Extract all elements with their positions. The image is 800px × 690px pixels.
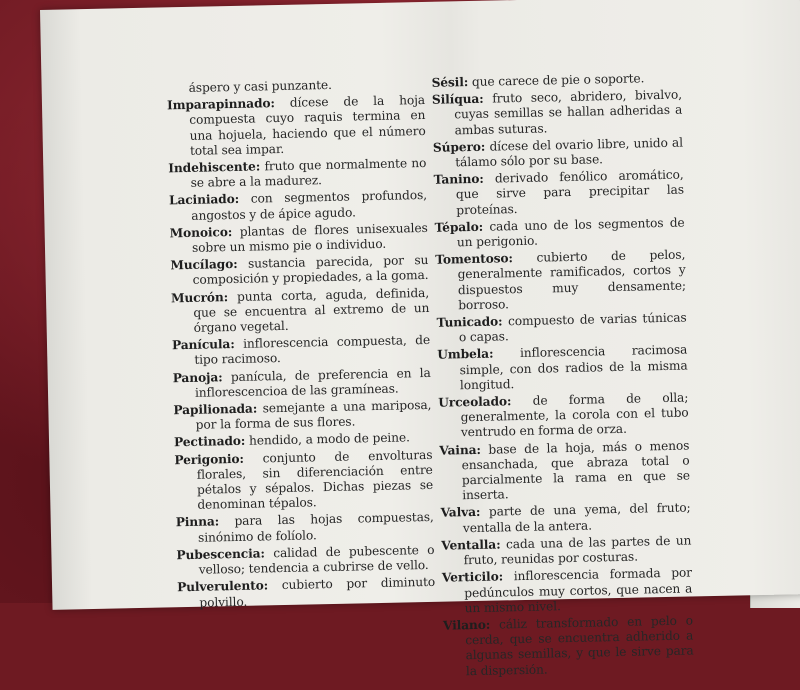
glossary-entry [432,88,683,139]
entry-definition: que carece de pie o soporte. [471,71,645,89]
entry-term: Urceolado: [438,394,512,410]
book-page [40,0,800,678]
entry-definition: compuesto de varias túnicas o capas. [458,310,687,345]
glossary-entry [436,311,687,347]
entry-definition: fruto seco, abridero, bivalvo, cuyas semillas se hallan adheridas a ambas suturas. [454,87,683,137]
entry-term: Pubescencia: [176,546,266,563]
entry-term: Laciniado: [168,192,240,208]
entry-definition: cubierto de pelos, generalmente ramificados, cortos y dispuestos muy densamente; borroso. [457,247,687,313]
entry-term: Sésil: [431,75,469,90]
entry-term: Pectinado: [173,434,246,450]
glossary-entry [171,286,430,337]
glossary-entry [167,93,426,159]
glossary-entry [437,343,688,394]
entry-term: Tanino: [433,171,484,188]
entry-term: Ventalla: [441,537,501,553]
entry-term: Panoja: [172,369,223,385]
entry-definition: de forma de olla; generalmente, la corola con el tubo ventrudo en forma de orza. [460,390,689,440]
entry-definition: calidad de pubescente o velloso; tendencia a cubrirse de vello. [198,542,435,577]
entry-definition: panícula, de preferencia en la inflorescencioa de las gramíneas. [194,365,431,400]
entry-definition: sustancia parecida, por su composición y propiedades, a la goma. [192,253,429,288]
entry-definition: con segmentos profundos, angostos y de ápice agudo. [191,188,428,223]
entry-definition: fruto que normalmente no se abre a la madurez. [190,155,427,191]
entry-term: Tépalo: [434,219,484,235]
glossary-entry [441,533,692,569]
entry-term: Panícula: [171,337,235,353]
entry-term: Valva: [440,505,481,521]
entry-term: Mucrón: [170,289,229,305]
entry-term: Mucílago: [170,257,238,273]
glossary-entry [176,510,435,546]
entry-definition: parte de una yema, del fruto; ventalla de la antera. [462,500,691,535]
right-entry-list [431,71,694,680]
glossary-entry [434,215,685,251]
glossary-entry [177,575,436,611]
entry-definition: inflorescencia formada por pedúnculos muy cortos, que nacen a un mismo nivel. [464,565,693,615]
glossary-entry [435,248,686,314]
glossary-entry [172,333,431,369]
glossary-entry [169,188,428,224]
glossary-entry [174,448,433,514]
entry-term: Verticilo: [441,569,504,586]
entry-term: Tomentoso: [435,251,514,268]
entry-term: Monoico: [169,224,233,241]
entry-definition: cáliz transformado en pelo o cerda, que se encuentra adherido a algunas semillas, y que le sirve para la dispersión. [465,613,694,678]
entry-definition: base de la hoja, más o menos ensanchada, que abraza total o parcialmente la rama en que se inserta. [461,438,691,503]
continuation-text: áspero y casi punzante. [188,77,332,95]
glossary-entry [442,566,693,617]
entry-term: Pulverulento: [176,578,269,595]
glossary-entry [176,543,435,579]
entry-term: Indehiscente: [168,159,261,176]
glossary-column-right [431,71,694,682]
entry-definition: derivado fenólico aromático, que sirve para precipitar las proteínas. [455,167,685,217]
glossary-entry [168,156,427,192]
glossary-entry [440,501,691,537]
entry-definition: punta corta, aguda, definida, que se encuentra al extremo de un órgano vegetal. [193,285,430,335]
glossary-entry [433,135,684,171]
entry-definition: conjunto de envolturas florales, sin diferenciación entre pétalos y sépalos. Dichas piezas se denominan tépalos. [196,447,434,513]
glossary-entry [170,253,429,289]
entry-term: Imparapinnado: [166,96,276,113]
entry-definition: plantas de flores unisexuales sobre un mismo pie o individuo. [191,220,428,255]
glossary-entry [443,613,694,679]
entry-term: Súpero: [432,139,486,155]
entry-definition: cada una de las partes de un fruto, reunidas por costuras. [463,533,692,568]
entry-term: Tunicado: [436,314,503,330]
entry-definition: cada uno de los segmentos de un perigonio. [456,215,685,250]
entry-term: Silíqua: [431,91,484,108]
glossary-entry [434,168,685,219]
entry-definition: semejante a una mariposa, por la forma de sus flores. [195,397,432,433]
entry-definition: para las hojas compuestas, sinónimo de folíolo. [197,510,434,545]
entry-definition: dícese del ovario libre, unido al tálamo sólo por su base. [455,135,684,170]
entry-term: Pinna: [175,514,220,530]
entry-term: Vaina: [439,442,481,458]
entry-term: Umbela: [437,347,494,363]
entry-definition: inflorescencia racimosa simple, con dos radios de la misma longitud. [459,342,688,393]
glossary-entry [173,366,432,402]
entry-definition: inflorescencia compuesta, de tipo racimoso. [194,333,431,368]
entry-term: Papilionada: [173,401,258,418]
entry-term: Perigonio: [174,451,245,467]
glossary-entry [439,438,690,504]
left-entry-list [167,93,436,611]
glossary-column-left [167,76,436,613]
entry-definition: cubierto por diminuto polvillo. [199,575,436,610]
glossary-entry [173,398,432,434]
entry-definition: dícese de la hoja compuesta cuyo raquis termina en una hojuela, haciendo que el número total sea impar. [189,93,426,158]
entry-definition: hendido, a modo de peine. [248,430,410,449]
glossary-entry [170,221,429,257]
entry-term: Vilano: [442,617,491,633]
glossary-entry [438,391,689,442]
